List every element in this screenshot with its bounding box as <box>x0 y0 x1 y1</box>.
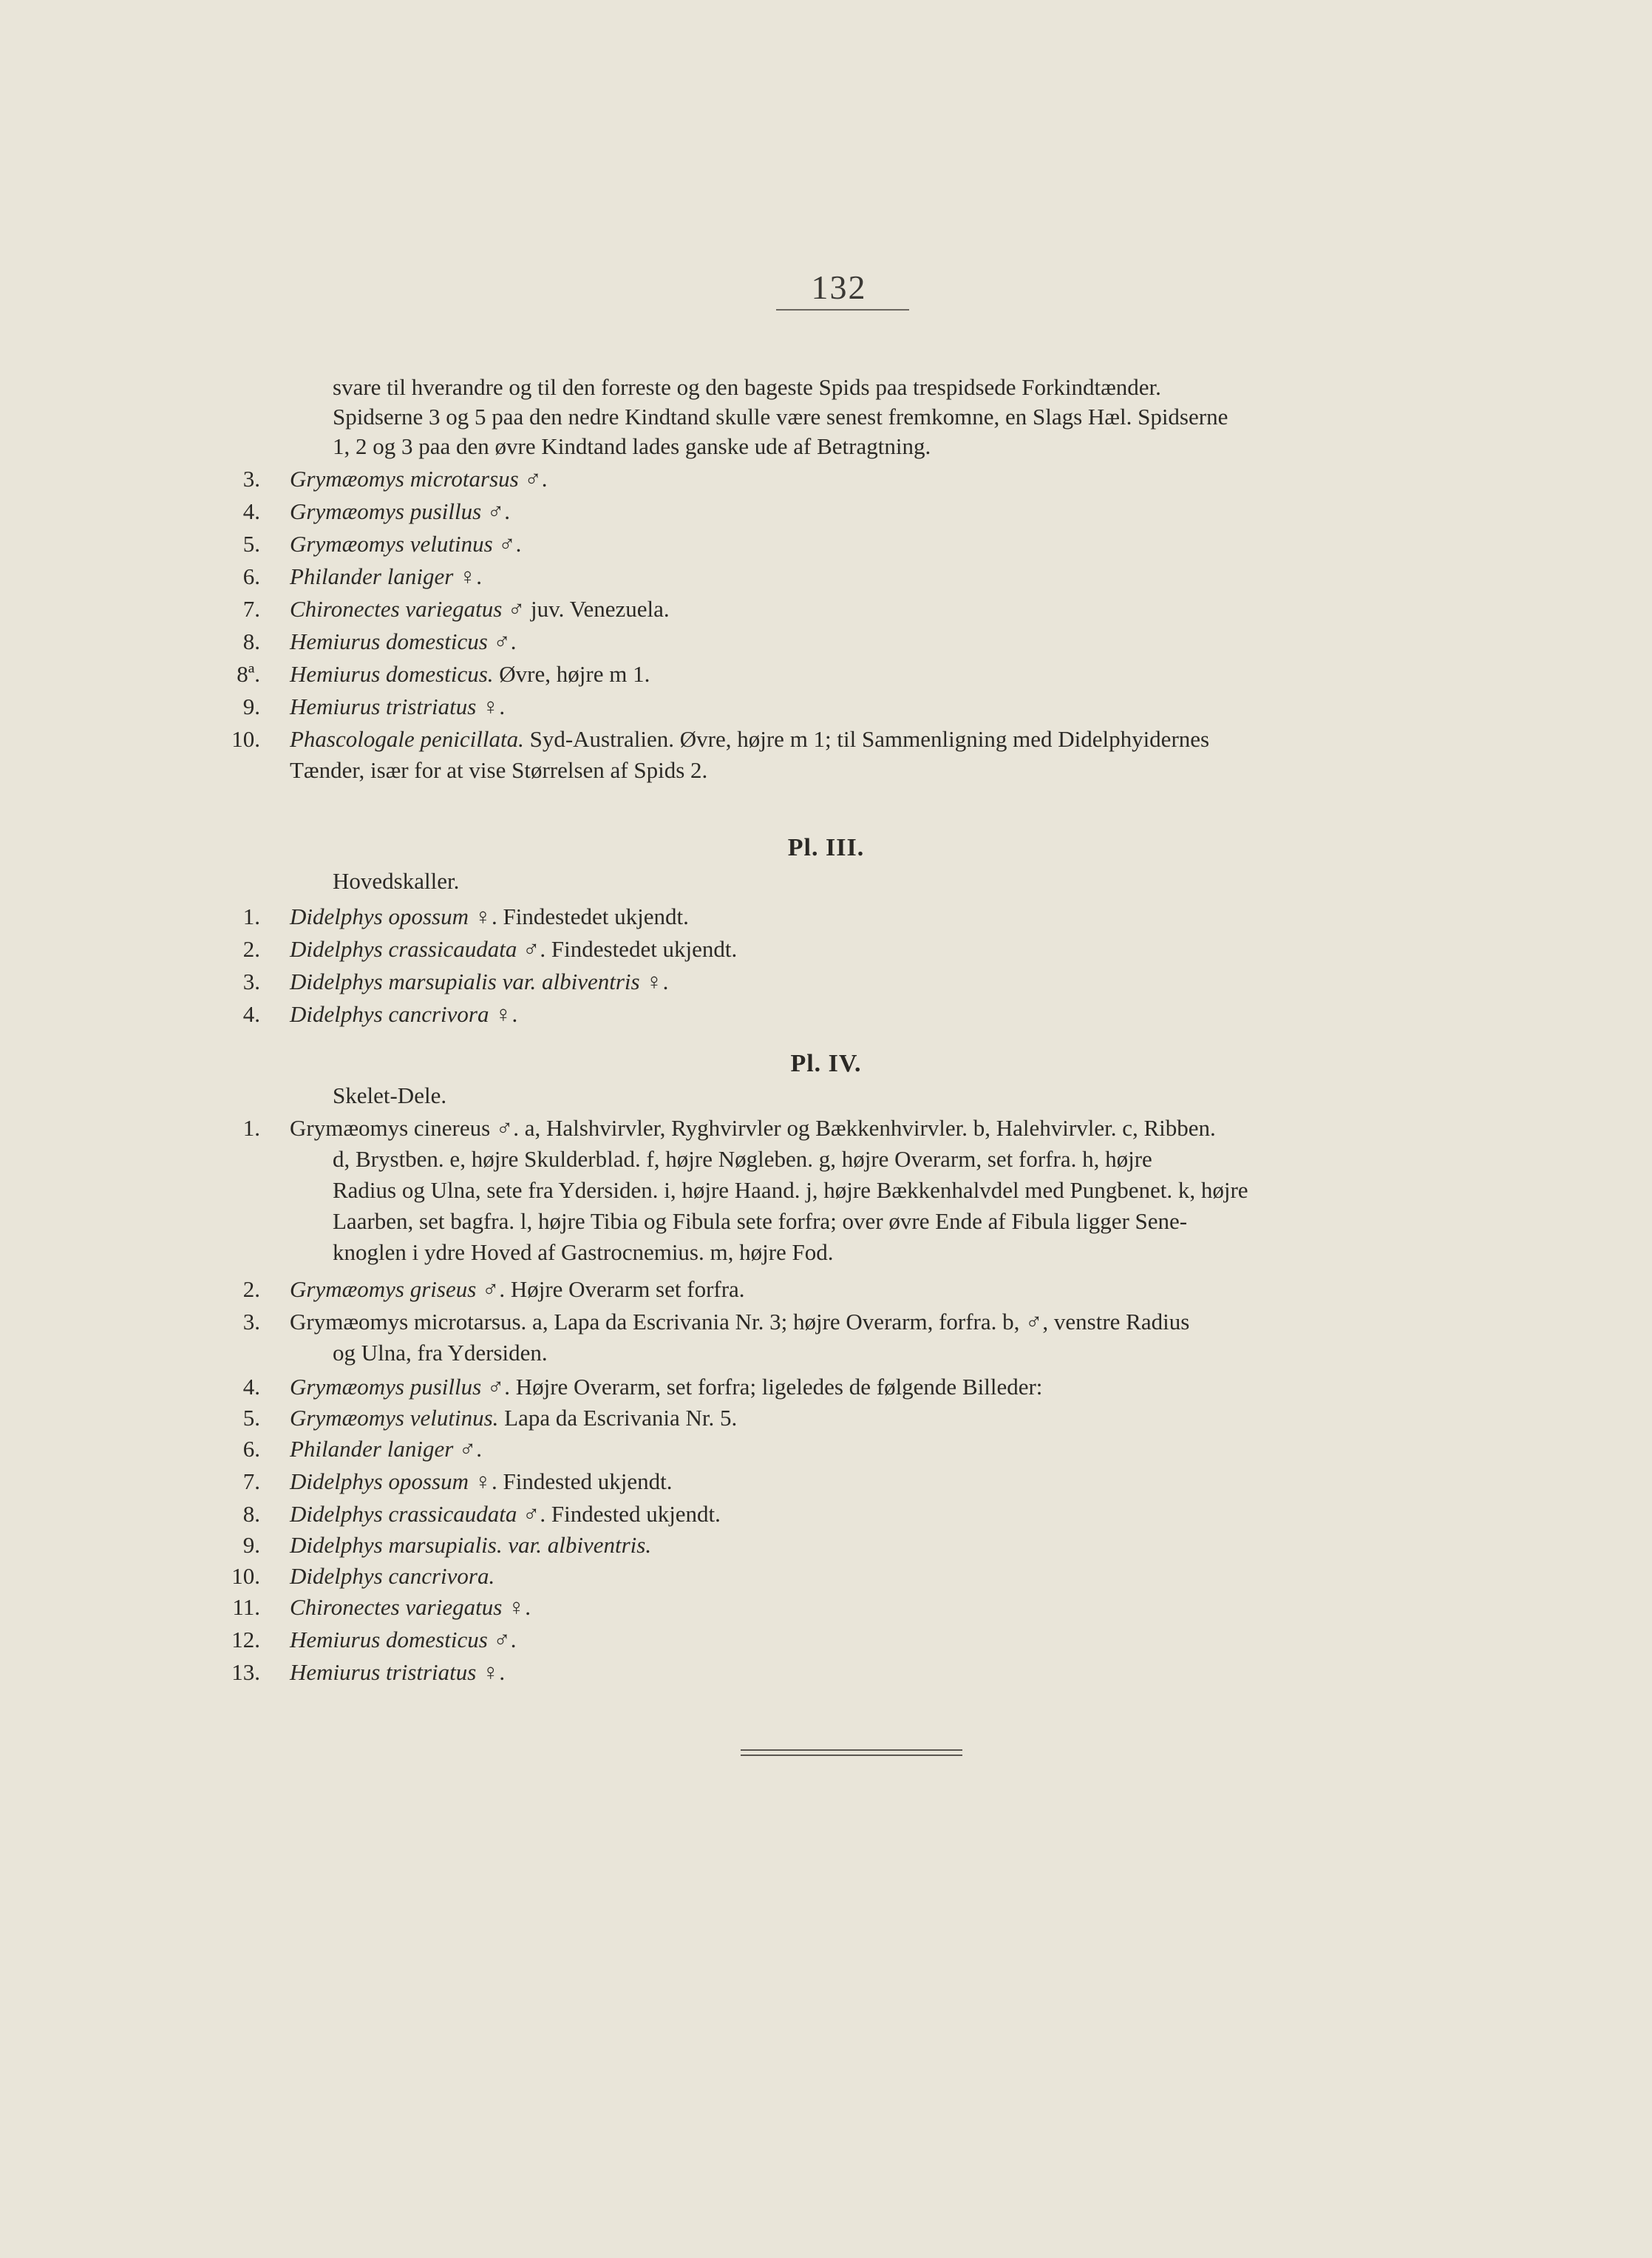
item-text: ♂. <box>518 466 548 492</box>
species-name: Grymæomys velutinus <box>290 531 493 557</box>
species-name: Didelphys cancrivora <box>290 1001 489 1027</box>
plate-heading: Pl. IV. <box>790 1050 862 1077</box>
plate-subheading: Skelet-Dele. <box>333 1082 447 1108</box>
item-text: ♀. Findested ukjendt. <box>468 1468 673 1494</box>
item-number: 4. <box>242 1001 260 1027</box>
item-text: ♂. <box>487 628 517 654</box>
item-text: Syd-Australien. Øvre, højre m 1; til Sammenligning med Didelphyidernes <box>523 726 1210 752</box>
item-text-line: d, Brystben. e, højre Skulderblad. f, højre Nøgleben. g, højre Overarm, set forfra. h, højre <box>333 1146 1152 1172</box>
plate-subheading: Hovedskaller. <box>333 868 460 894</box>
item-text: Grymæomys cinereus ♂. a, Halshvirvler, Ryghvirvler og Bækkenhvirvler. b, Halehvirvler. c, Ribben. <box>290 1115 1216 1141</box>
list-item-continuation: Tænder, især for at vise Størrelsen af Spids 2. <box>290 757 708 783</box>
item-text: ♂. Højre Overarm set forfra. <box>476 1276 745 1302</box>
plate-heading: Pl. III. <box>787 834 865 861</box>
species-name: Didelphys crassicaudata <box>290 936 517 962</box>
item-number: 10. <box>231 1563 260 1589</box>
species-name: Hemiurus tristriatus <box>290 694 477 719</box>
item-number: 3. <box>242 969 260 994</box>
item-number: 1. <box>242 903 260 929</box>
item-text: Grymæomys microtarsus. a, Lapa da Escrivania Nr. 3; højre Overarm, forfra. b, ♂, venstre Radius <box>290 1309 1190 1335</box>
item-number: 11. <box>232 1594 260 1620</box>
item-number: 2. <box>242 1276 260 1302</box>
species-name: Didelphys opossum <box>290 903 469 929</box>
page-number-rule <box>776 309 909 311</box>
species-name: Philander laniger <box>290 1436 454 1462</box>
species-name: Hemiurus tristriatus <box>290 1659 477 1685</box>
item-number: 5. <box>242 1405 260 1431</box>
species-name: Philander laniger <box>290 563 454 589</box>
item-text: ♂. Højre Overarm, set forfra; ligeledes de følgende Billeder: <box>481 1374 1043 1400</box>
item-number: 8ª. <box>237 661 260 687</box>
species-name: Didelphys cancrivora. <box>290 1563 495 1589</box>
species-name: Hemiurus domesticus. <box>290 661 494 687</box>
item-text: ♀. <box>453 563 483 589</box>
item-text: ♀. <box>476 1659 506 1685</box>
end-rule <box>741 1754 962 1756</box>
item-number: 3. <box>242 1309 260 1335</box>
item-text-line: og Ulna, fra Ydersiden. <box>333 1340 548 1366</box>
item-number: 6. <box>242 563 260 589</box>
item-number: 8. <box>242 628 260 654</box>
species-name: Grymæomys pusillus <box>290 1374 482 1400</box>
item-number: 9. <box>242 694 260 719</box>
item-text: ♀. <box>489 1001 518 1027</box>
species-name: Grymæomys griseus <box>290 1276 477 1302</box>
species-name: Grymæomys pusillus <box>290 498 482 524</box>
intro-line: 1, 2 og 3 paa den øvre Kindtand lades ganske ude af Betragtning. <box>333 433 931 459</box>
item-text-line: Laarben, set bagfra. l, højre Tibia og Fibula sete forfra; over øvre Ende af Fibula ligger Sene- <box>333 1208 1188 1234</box>
item-number: 12. <box>231 1627 260 1652</box>
item-text: ♂. Findestedet ukjendt. <box>517 936 738 962</box>
item-text: Lapa da Escrivania Nr. 5. <box>498 1405 738 1431</box>
item-number: 6. <box>242 1436 260 1462</box>
species-name: Didelphys marsupialis. var. albiventris. <box>290 1532 652 1558</box>
page-number: 132 <box>811 268 867 306</box>
item-number: 10. <box>231 726 260 752</box>
item-number: 1. <box>242 1115 260 1141</box>
intro-line: Spidserne 3 og 5 paa den nedre Kindtand skulle være senest fremkomne, en Slags Hæl. Spidserne <box>333 404 1228 430</box>
item-text: ♀. <box>476 694 506 719</box>
item-number: 7. <box>242 1468 260 1494</box>
end-rule <box>741 1749 962 1751</box>
species-name: Chironectes variegatus <box>290 1594 503 1620</box>
item-text: ♂. <box>492 531 522 557</box>
item-number: 9. <box>242 1532 260 1558</box>
item-text: Øvre, højre m 1. <box>493 661 650 687</box>
item-text: ♀. <box>639 969 669 994</box>
species-name: Grymæomys microtarsus <box>290 466 519 492</box>
item-text: ♂. Findested ukjendt. <box>517 1501 721 1527</box>
item-text-line: knoglen i ydre Hoved af Gastrocnemius. m, højre Fod. <box>333 1239 834 1265</box>
item-number: 13. <box>231 1659 260 1685</box>
item-number: 3. <box>242 466 260 492</box>
species-name: Didelphys opossum <box>290 1468 469 1494</box>
species-name: Didelphys marsupialis var. albiventris <box>290 969 640 994</box>
item-text-line: Radius og Ulna, sete fra Ydersiden. i, højre Haand. j, højre Bækkenhalvdel med Pungbenet. k, højre <box>333 1177 1248 1203</box>
item-number: 7. <box>242 596 260 622</box>
species-name: Hemiurus domesticus <box>290 1627 488 1652</box>
species-name: Chironectes variegatus <box>290 596 503 622</box>
item-number: 2. <box>242 936 260 962</box>
species-name: Hemiurus domesticus <box>290 628 488 654</box>
item-number: 8. <box>242 1501 260 1527</box>
intro-line: svare til hverandre og til den forreste og den bageste Spids paa trespidsede Forkindtænder. <box>333 374 1161 400</box>
species-name: Phascologale penicillata. <box>290 726 524 752</box>
item-number: 4. <box>242 498 260 524</box>
item-text: ♀. Findestedet ukjendt. <box>468 903 689 929</box>
item-number: 5. <box>242 531 260 557</box>
species-name: Grymæomys velutinus. <box>290 1405 499 1431</box>
item-text: ♀. <box>502 1594 531 1620</box>
item-text: ♂. <box>481 498 510 524</box>
species-name: Didelphys crassicaudata <box>290 1501 517 1527</box>
item-text: ♂ juv. Venezuela. <box>502 596 670 622</box>
item-text: ♂. <box>453 1436 483 1462</box>
item-text: ♂. <box>487 1627 517 1652</box>
item-number: 4. <box>242 1374 260 1400</box>
